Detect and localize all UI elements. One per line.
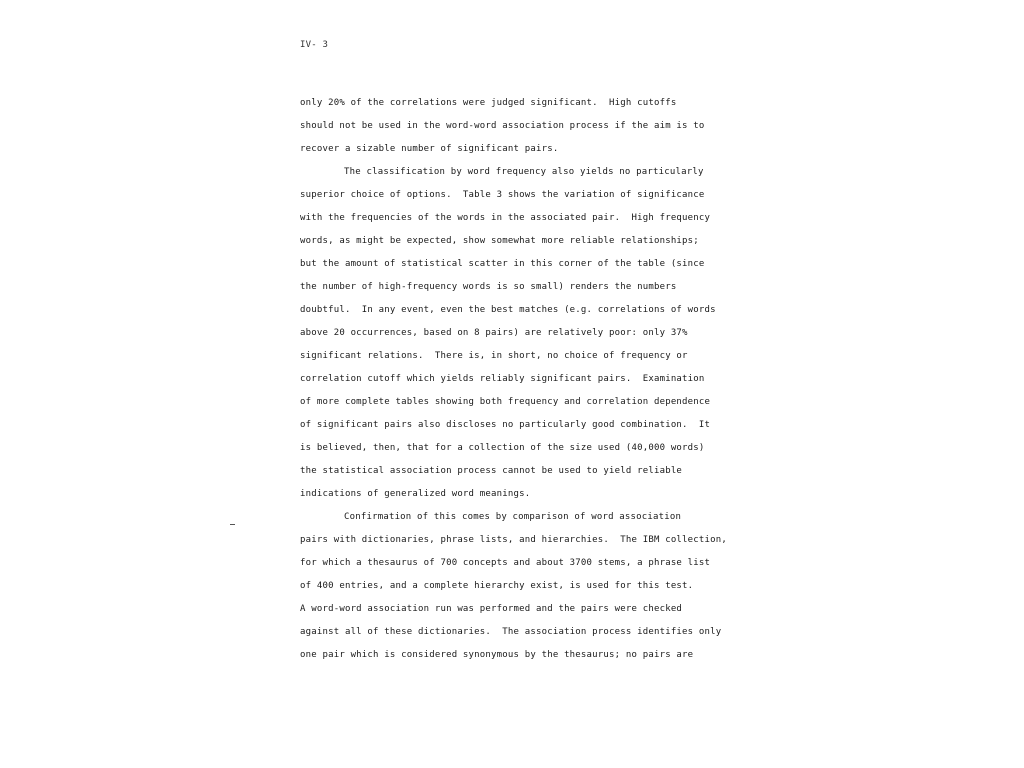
text-line: against all of these dictionaries. The association process identifies only [300,627,722,637]
text-line: of 400 entries, and a complete hierarchy exist, is used for this test. [300,581,694,591]
text-line: the statistical association process cannot be used to yield reliable [300,466,683,476]
text-line: above 20 occurrences, based on 8 pairs) are relatively poor: only 37% [300,328,688,338]
text-line: of significant pairs also discloses no particularly good combination. It [300,420,711,430]
paragraph-first-line: Confirmation of this comes by comparison of word association [344,512,682,522]
text-line: correlation cutoff which yields reliably significant pairs. Examination [300,374,705,384]
text-line: recover a sizable number of significant pairs. [300,144,559,154]
text-line: is believed, then, that for a collection of the size used (40,000 words) [300,443,705,453]
text-line: with the frequencies of the words in the associated pair. High frequency [300,213,711,223]
text-line: pairs with dictionaries, phrase lists, and hierarchies. The IBM collection, [300,535,728,545]
text-line: doubtful. In any event, even the best matches (e.g. correlations of words [300,305,716,315]
scan-speck [230,524,235,525]
paragraph-first-line: The classification by word frequency also yields no particularly [344,167,704,177]
text-line: but the amount of statistical scatter in this corner of the table (since [300,259,705,269]
text-line: should not be used in the word-word association process if the aim is to [300,121,705,131]
text-line: only 20% of the correlations were judged significant. High cutoffs [300,98,677,108]
text-line: superior choice of options. Table 3 shows the variation of significance [300,190,705,200]
page-number: IV- 3 [300,40,329,50]
text-line: words, as might be expected, show somewhat more reliable relationships; [300,236,699,246]
text-line: one pair which is considered synonymous by the thesaurus; no pairs are [300,650,694,660]
text-line: the number of high-frequency words is so small) renders the numbers [300,282,677,292]
text-line: of more complete tables showing both frequency and correlation dependence [300,397,711,407]
text-line: A word-word association run was performed and the pairs were checked [300,604,683,614]
text-line: for which a thesaurus of 700 concepts and about 3700 stems, a phrase list [300,558,711,568]
text-line: indications of generalized word meanings. [300,489,531,499]
text-line: significant relations. There is, in short, no choice of frequency or [300,351,688,361]
